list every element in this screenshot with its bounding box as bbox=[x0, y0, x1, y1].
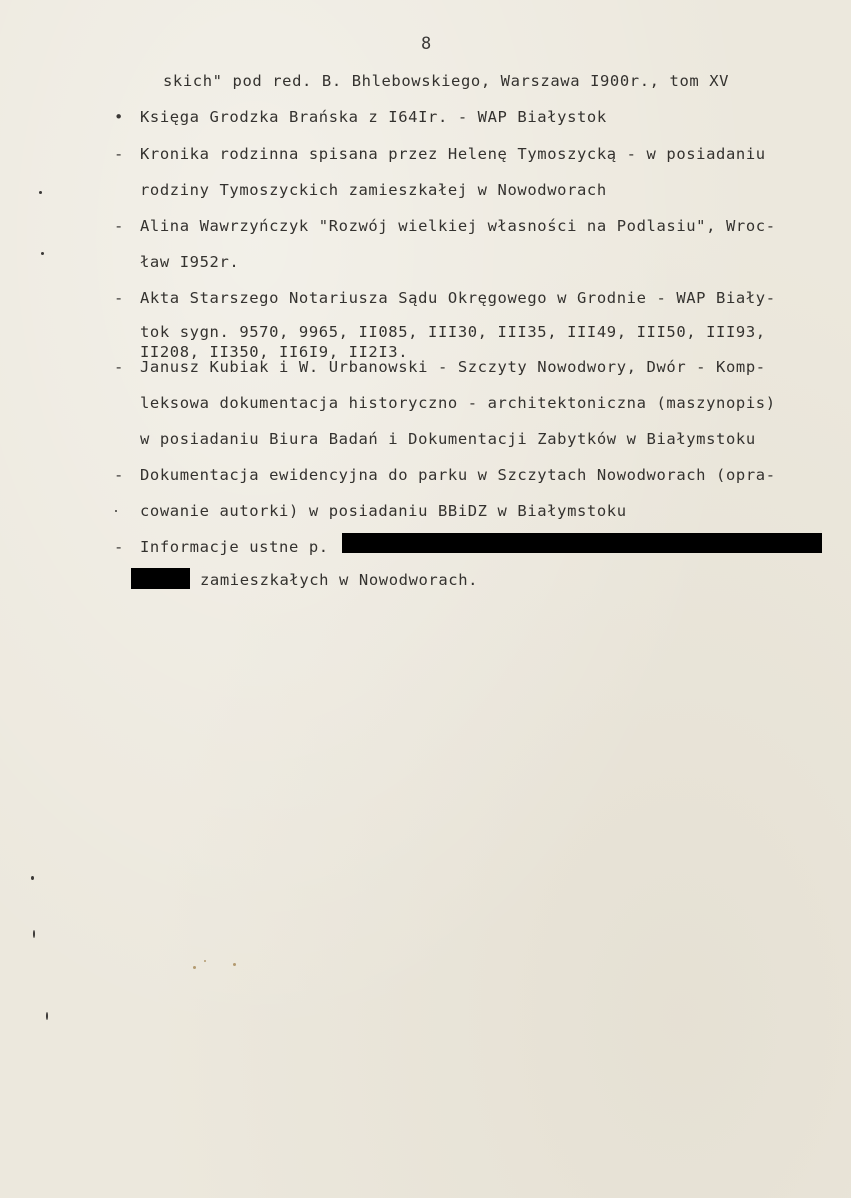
text-line: Dokumentacja ewidencyjna do parku w Szczytach Nowodworach (opra- bbox=[140, 466, 776, 484]
scan-speck bbox=[39, 191, 42, 194]
text-line: w posiadaniu Biura Badań i Dokumentacji Zabytków w Białymstoku bbox=[140, 430, 756, 448]
bullet-marker: - bbox=[114, 145, 124, 163]
text-line: Janusz Kubiak i W. Urbanowski - Szczyty Nowodwory, Dwór - Komp- bbox=[140, 358, 766, 376]
text-line: skich" pod red. B. Bhlebowskiego, Warszawa I900r., tom XV bbox=[163, 72, 730, 90]
bullet-marker: - bbox=[114, 289, 124, 307]
bullet-marker: • bbox=[114, 108, 124, 126]
bullet-marker: - bbox=[114, 466, 124, 484]
scan-speck bbox=[41, 252, 44, 255]
text-line: zamieszkałych w Nowodworach. bbox=[200, 571, 479, 589]
bullet-marker: - bbox=[114, 538, 124, 556]
text-line: Informacje ustne p. bbox=[140, 538, 329, 556]
bullet-marker: - bbox=[114, 358, 124, 376]
scan-speck bbox=[31, 876, 34, 880]
page-number: 8 bbox=[421, 34, 433, 54]
scan-speck bbox=[46, 1012, 48, 1020]
text-line: Kronika rodzinna spisana przez Helenę Tymoszycką - w posiadaniu bbox=[140, 145, 766, 163]
scan-speck bbox=[115, 510, 117, 512]
scan-speck bbox=[33, 930, 35, 938]
redaction-bar bbox=[131, 568, 190, 589]
text-line: ław I952r. bbox=[140, 253, 240, 271]
text-line: rodziny Tymoszyckich zamieszkałej w Nowodworach bbox=[140, 181, 607, 199]
scan-speck bbox=[204, 960, 206, 962]
text-line: cowanie autorki) w posiadaniu BBiDZ w Białymstoku bbox=[140, 502, 627, 520]
scan-speck bbox=[233, 963, 236, 966]
redaction-bar bbox=[342, 533, 822, 553]
scan-speck bbox=[193, 966, 196, 969]
text-line: leksowa dokumentacja historyczno - architektoniczna (maszynopis) bbox=[140, 394, 776, 412]
text-line: Alina Wawrzyńczyk "Rozwój wielkiej własności na Podlasiu", Wroc- bbox=[140, 217, 776, 235]
bullet-marker: - bbox=[114, 217, 124, 235]
text-line: Księga Grodzka Brańska z I64Ir. - WAP Białystok bbox=[140, 108, 607, 126]
text-line: Akta Starszego Notariusza Sądu Okręgowego w Grodnie - WAP Biały- bbox=[140, 289, 776, 307]
text-line: II208, II350, II6I9, II2I3. bbox=[140, 343, 409, 361]
text-line: tok sygn. 9570, 9965, II085, III30, III35, III49, III50, III93, bbox=[140, 323, 766, 341]
